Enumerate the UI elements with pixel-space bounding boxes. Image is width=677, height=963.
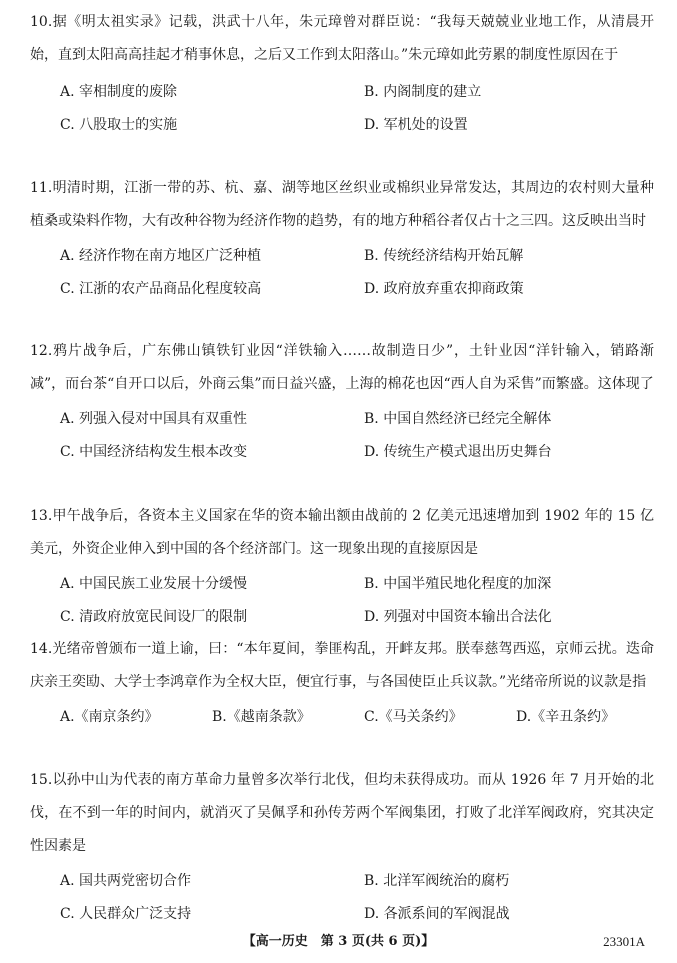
- options-row: [30, 273, 654, 306]
- option-a: A. 列强入侵对中国具有双重性: [60, 411, 248, 427]
- options-row: [30, 403, 654, 436]
- option-a: A. 经济作物在南方地区广泛种植: [60, 248, 262, 264]
- question-stem: 15.以孙中山为代表的南方革命力量曾多次举行北伐，但均未获得成功。而从 1926 年 7 月开始的北伐，在不到一年的时间内，就消灭了吴佩孚和孙传芳两个军阀集团，打败了北洋军阀政府，究其决定性因素是: [30, 772, 654, 854]
- option-c: C. 八股取士的实施: [60, 117, 178, 133]
- question-stem: 13.甲午战争后，各资本主义国家在华的资本输出额由战前的 2 亿美元迅速增加到 1902 年的 15 亿美元，外资企业伸入到中国的各个经济部门。这一现象出现的直接原因是: [30, 508, 654, 557]
- option-a: A.《南京条约》: [60, 709, 159, 725]
- option-b: B. 北洋军阀统治的腐朽: [364, 873, 510, 889]
- exam-code: 23301A: [603, 934, 645, 949]
- options-row: [30, 109, 654, 142]
- option-d: D. 列强对中国资本输出合法化: [364, 609, 552, 625]
- question-11: [30, 172, 654, 306]
- question-stem: 12.鸦片战争后，广东佛山镇铁钉业因“洋铁输入……故制造日少”，土针业因“洋针输入，销路渐减”，而台茶“自开口以后，外商云集”而日益兴盛，上海的棉花也因“西人自为采售”而繁盛。这体现了: [30, 343, 654, 392]
- option-b: B. 中国自然经济已经完全解体: [364, 411, 552, 427]
- option-b: B. 中国半殖民地化程度的加深: [364, 576, 552, 592]
- option-d: D. 军机处的设置: [364, 117, 468, 133]
- question-13: [30, 500, 654, 634]
- question-stem: 11.明清时期，江浙一带的苏、杭、嘉、湖等地区丝织业或棉织业异常发达，其周边的农村则大量种植桑或染料作物，大有改种谷物为经济作物的趋势，有的地方种稻谷者仅占十之三四。这反映出当时: [30, 180, 654, 229]
- question-stem: 14.光绪帝曾颁布一道上谕，曰：“本年夏间，拳匪构乱，开衅友邦。朕奉慈驾西巡，京师云扰。迭命庆亲王奕劻、大学士李鸿章作为全权大臣，便宜行事，与各国使臣止兵议款。”光绪帝所说的议款是指: [30, 641, 654, 690]
- option-b: B. 传统经济结构开始瓦解: [364, 248, 524, 264]
- options-row: [30, 865, 654, 898]
- options-row: [30, 701, 654, 734]
- option-a: A. 国共两党密切合作: [60, 873, 192, 889]
- question-10: [30, 6, 654, 142]
- option-c: C. 江浙的农产品商品化程度较高: [60, 281, 262, 297]
- options-row: [30, 240, 654, 273]
- option-c: C. 人民群众广泛支持: [60, 906, 192, 922]
- option-c: C. 清政府放宽民间设厂的限制: [60, 609, 248, 625]
- options-row: [30, 76, 654, 109]
- options-row: [30, 898, 654, 931]
- question-15: [30, 764, 654, 931]
- question-stem: 10.据《明太祖实录》记载，洪武十八年，朱元璋曾对群臣说：“我每天兢兢业业地工作，从清晨开始，直到太阳高高挂起才稍事休息，之后又工作到太阳落山。”朱元璋如此劳累的制度性原因在于: [30, 14, 654, 63]
- option-c: C.《马关条约》: [364, 709, 463, 725]
- options-row: [30, 601, 654, 634]
- option-d: D. 各派系间的军阀混战: [364, 906, 510, 922]
- option-c: C. 中国经济结构发生根本改变: [60, 444, 248, 460]
- options-row: [30, 568, 654, 601]
- option-d: D. 传统生产模式退出历史舞台: [364, 444, 552, 460]
- options-row: [30, 436, 654, 469]
- option-b: B.《越南条款》: [212, 709, 311, 725]
- option-b: B. 内阁制度的建立: [364, 84, 482, 100]
- option-a: A. 中国民族工业发展十分缓慢: [60, 576, 248, 592]
- question-14: [30, 633, 654, 734]
- question-12: [30, 335, 654, 469]
- option-d: D.《辛丑条约》: [516, 709, 616, 725]
- option-d: D. 政府放弃重农抑商政策: [364, 281, 524, 297]
- option-a: A. 宰相制度的废除: [60, 84, 178, 100]
- page-number: 【高一历史 第 3 页(共 6 页)】: [242, 934, 435, 949]
- page-footer: [0, 930, 677, 954]
